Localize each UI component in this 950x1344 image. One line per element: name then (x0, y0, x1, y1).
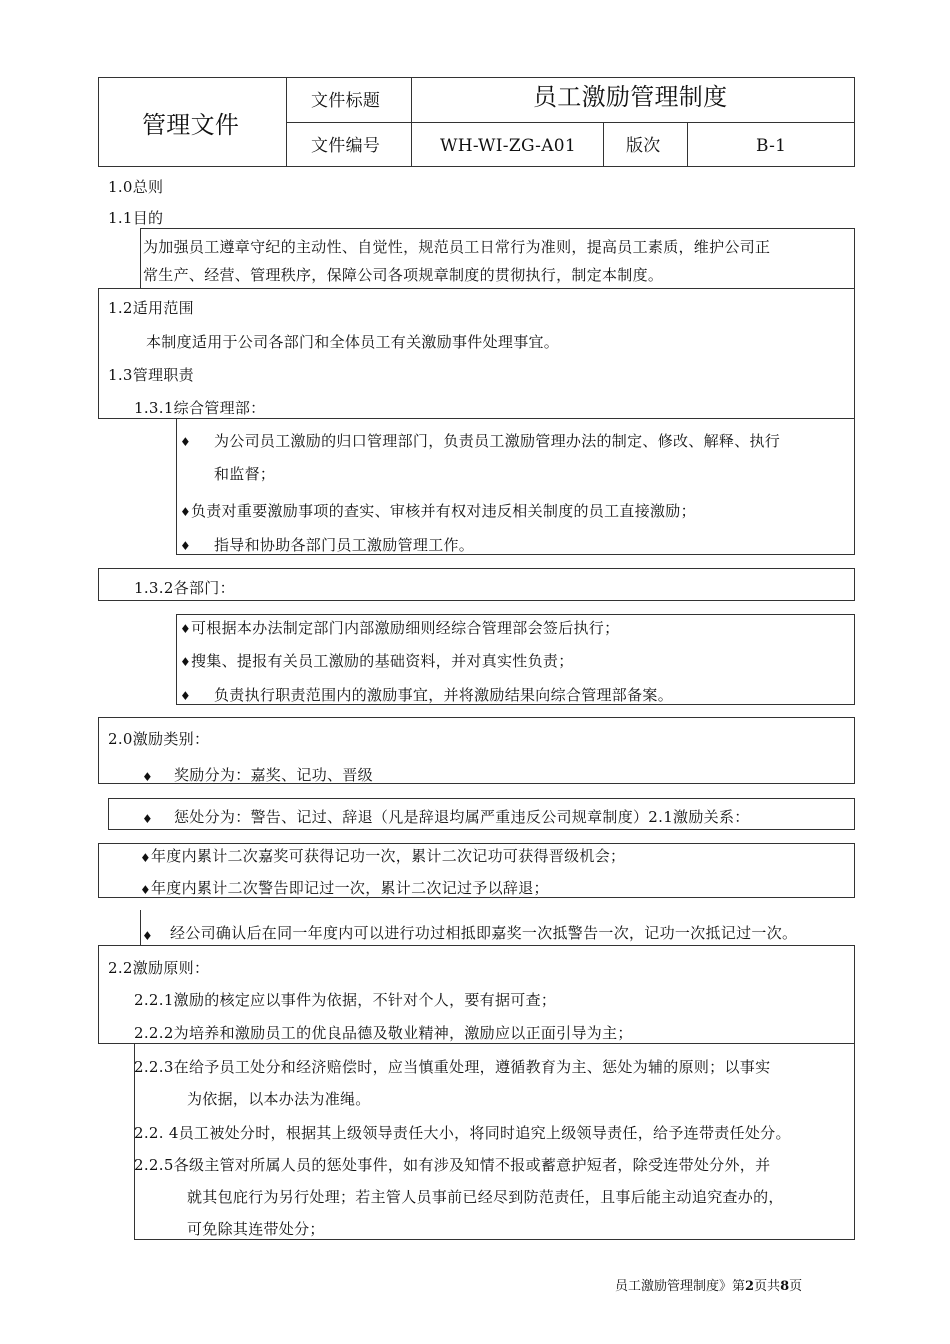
footer-text-a: 员工激励管理制度》第 (615, 1279, 746, 1294)
section-1-1-heading: 1.1目的 (108, 209, 164, 227)
bullet-icon: ♦ (180, 655, 192, 669)
section-2-0-heading: 2.0激励类别： (108, 730, 210, 748)
section-1-3-2-heading: 1.3.2各部门： (134, 579, 235, 597)
section-1-2-heading: 1.2适用范围 (108, 299, 194, 317)
section-1-3-1-heading: 1.3.1综合管理部： (134, 399, 266, 417)
principle-2-2-4: 2.2. 4员工被处分时，根据其上级领导责任大小，将同时追究上级领导责任，给予连带责任处分。 (134, 1124, 791, 1142)
principle-2-2-5-line-2: 就其包庇行为另行处理；若主管人员事前已经尽到防范责任，且事后能主动追究查办的， (187, 1188, 784, 1206)
principle-2-2-3-line-2: 为依据，以本办法为准绳。 (187, 1090, 371, 1108)
page-footer (615, 1277, 802, 1297)
document-number: WH-WI-ZG-A01 (440, 136, 577, 156)
reward-types: 奖励分为：嘉奖、记功、晋级 (174, 766, 373, 784)
section-2-2-heading: 2.2激励原则： (108, 959, 210, 977)
bullet-icon: ♦ (180, 539, 192, 553)
scope-text: 本制度适用于公司各部门和全体员工有关激励事件处理事宜。 (146, 333, 560, 351)
principle-2-2-2: 2.2.2为培养和激励员工的优良品德及敬业精神，激励应以正面引导为主； (134, 1024, 633, 1042)
section-1-3-heading: 1.3管理职责 (108, 366, 194, 384)
bullet-icon: ♦ (180, 689, 192, 703)
bullet-icon: ♦ (142, 812, 154, 826)
version-label: 版次 (626, 136, 661, 156)
punishment-types: 惩处分为：警告、记过、辞退（凡是辞退均属严重违反公司规章制度）2.1激励关系： (174, 808, 750, 826)
dept-duty-1: 可根据本办法制定部门内部激励细则经综合管理部会签后执行； (191, 619, 620, 637)
number-label: 文件编号 (311, 136, 381, 156)
bullet-icon: ♦ (180, 622, 192, 636)
bullet-icon: ♦ (142, 770, 154, 784)
relation-3-border (140, 910, 141, 945)
footer-text-b: 页共 (754, 1279, 781, 1294)
relation-3: 经公司确认后在同一年度内可以进行功过相抵即嘉奖一次抵警告一次，记功一次抵记过一次。 (170, 924, 798, 942)
footer-text-c: 页 (789, 1279, 803, 1294)
admin-duty-1-line-2: 和监督； (214, 465, 276, 483)
admin-duty-2: 负责对重要激励事项的查实、审核并有权对违反相关制度的员工直接激励； (191, 502, 696, 520)
document-title: 员工激励管理制度 (533, 83, 728, 111)
bullet-icon: ♦ (140, 883, 152, 897)
dept-duty-3: 负责执行职责范围内的激励事宜，并将激励结果向综合管理部备案。 (214, 686, 674, 704)
title-label: 文件标题 (311, 91, 381, 111)
bullet-icon: ♦ (140, 851, 152, 865)
dept-duty-2: 搜集、提报有关员工激励的基础资料，并对真实性负责； (191, 652, 574, 670)
section-1-0-heading: 1.0总则 (108, 178, 164, 196)
relation-2: 年度内累计二次警告即记过一次，累计二次记过予以辞退； (151, 879, 549, 897)
doc-type-label: 管理文件 (142, 111, 240, 139)
bullet-icon: ♦ (180, 435, 192, 449)
relation-1: 年度内累计二次嘉奖可获得记功一次，累计二次记功可获得晋级机会； (151, 847, 626, 865)
principle-2-2-5-line-3: 可免除其连带处分； (187, 1220, 325, 1238)
bullet-icon: ♦ (142, 929, 154, 943)
footer-page-number: 2 (745, 1279, 755, 1294)
version-value: B-1 (756, 136, 787, 156)
admin-duty-1-line-1: 为公司员工激励的归口管理部门，负责员工激励管理办法的制定、修改、解释、执行 (214, 432, 781, 450)
principle-2-2-3-line-1: 2.2.3在给予员工处分和经济赔偿时，应当慎重处理，遵循教育为主、惩处为辅的原则；以事实 (134, 1058, 771, 1076)
bullet-icon: ♦ (180, 505, 192, 519)
purpose-text-line-2: 常生产、经营、管理秩序，保障公司各项规章制度的贯彻执行，制定本制度。 (143, 266, 664, 284)
principle-2-2-5-line-1: 2.2.5各级主管对所属人员的惩处事件，如有涉及知情不报或蓄意护短者，除受连带处分外，并 (134, 1156, 771, 1174)
principle-2-2-1: 2.2.1激励的核定应以事件为依据，不针对个人，要有据可查； (134, 991, 557, 1009)
purpose-text-line-1: 为加强员工遵章守纪的主动性、自觉性，规范员工日常行为准则，提高员工素质，维护公司正 (143, 238, 771, 256)
admin-duty-3: 指导和协助各部门员工激励管理工作。 (214, 536, 475, 554)
footer-total-pages: 8 (780, 1279, 790, 1294)
